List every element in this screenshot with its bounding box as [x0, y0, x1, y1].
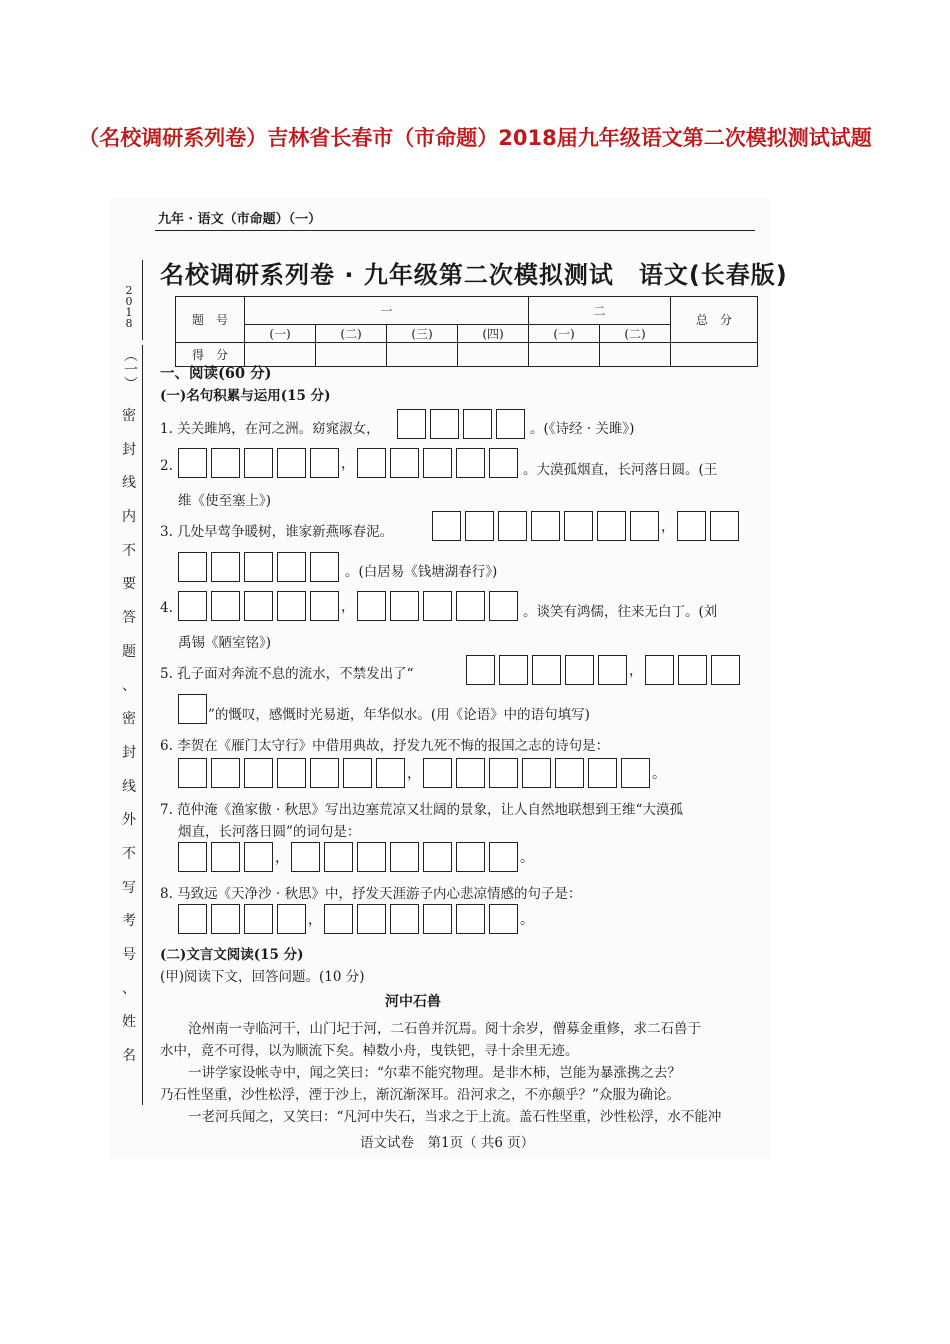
period-mark: 。	[520, 912, 534, 928]
answer-box[interactable]	[211, 448, 240, 478]
q2-text: 。大漠孤烟直，长河落日圆。(王	[523, 462, 718, 478]
side-seal-char: 题	[122, 643, 136, 660]
score-cell[interactable]	[600, 343, 671, 367]
comma-separator: ，	[629, 663, 643, 679]
answer-box[interactable]	[678, 655, 707, 685]
answer-box[interactable]	[423, 758, 452, 788]
answer-box[interactable]	[357, 591, 386, 621]
answer-box[interactable]	[621, 758, 650, 788]
score-cell[interactable]	[529, 343, 600, 367]
answer-box[interactable]	[423, 904, 452, 934]
side-year-digit: 2	[125, 284, 133, 297]
answer-box[interactable]	[456, 842, 485, 872]
side-seal-char: 姓	[122, 1014, 136, 1031]
q5-answer-boxes-line2	[178, 694, 211, 724]
subsection-classical-a: (甲)阅读下文，回答问题。(10 分)	[160, 969, 365, 985]
answer-box[interactable]	[390, 904, 419, 934]
answer-box[interactable]	[466, 655, 495, 685]
q2-number: 2.	[160, 458, 173, 474]
answer-box[interactable]	[244, 552, 273, 582]
score-sub-2: (二)	[316, 325, 387, 343]
main-title: 名校调研系列卷 · 九年级第二次模拟测试 语文(长春版)	[160, 261, 788, 289]
score-part-1: 一	[245, 297, 529, 325]
side-rule-main	[142, 345, 143, 1105]
answer-box[interactable]	[178, 448, 207, 478]
answer-box[interactable]	[178, 904, 207, 934]
score-total-label: 总 分	[671, 297, 758, 343]
answer-box[interactable]	[211, 842, 240, 872]
q3-answer-boxes-line2	[178, 552, 343, 582]
q7-text: 7. 范仲淹《渔家傲 · 秋思》写出边塞荒凉又壮阔的景象，让人自然地联想到王维“大漠孤	[160, 802, 683, 818]
answer-box[interactable]	[390, 591, 419, 621]
answer-box[interactable]	[178, 552, 207, 582]
q3-answer-boxes-line1	[432, 511, 743, 541]
answer-box[interactable]	[423, 448, 452, 478]
answer-box[interactable]	[324, 904, 353, 934]
answer-box[interactable]	[456, 904, 485, 934]
side-seal-char: 不	[122, 542, 136, 559]
side-seal-char: 、	[122, 677, 136, 694]
q8-answer-boxes	[178, 904, 536, 934]
section-reading: 一、阅读(60 分)	[160, 365, 272, 382]
answer-box[interactable]	[498, 511, 527, 541]
q6-text: 6. 李贺在《雁门太守行》中借用典故，抒发九死不悔的报国之志的诗句是：	[160, 738, 610, 754]
side-year	[118, 285, 140, 329]
answer-box[interactable]	[310, 591, 339, 621]
answer-box[interactable]	[310, 758, 339, 788]
answer-box[interactable]	[277, 448, 306, 478]
side-code: （一）	[122, 348, 138, 390]
answer-box[interactable]	[178, 591, 207, 621]
answer-box[interactable]	[711, 655, 740, 685]
answer-box[interactable]	[357, 904, 386, 934]
page-header: 九年 · 语文（市命题）（一）	[158, 212, 322, 227]
score-sub-3: (三)	[387, 325, 458, 343]
comma-separator: ，	[341, 456, 355, 472]
answer-box[interactable]	[531, 511, 560, 541]
answer-box[interactable]	[211, 758, 240, 788]
q1-answer-boxes	[397, 409, 529, 439]
score-part-2: 二	[529, 297, 671, 325]
q3-source: 。(白居易《钱塘湖春行》)	[345, 564, 498, 580]
q2-answer-boxes	[178, 448, 522, 478]
answer-box[interactable]	[244, 842, 273, 872]
comma-separator: ，	[407, 766, 421, 782]
answer-box[interactable]	[532, 655, 561, 685]
answer-box[interactable]	[324, 842, 353, 872]
answer-box[interactable]	[343, 758, 372, 788]
answer-box[interactable]	[244, 591, 273, 621]
answer-box[interactable]	[277, 904, 306, 934]
side-seal-char: 密	[122, 711, 136, 728]
side-seal-char: 内	[122, 509, 136, 526]
side-year-digit: 8	[125, 317, 133, 330]
q5-answer-boxes-line1	[466, 655, 744, 685]
score-cell[interactable]	[458, 343, 529, 367]
q1-source: 。(《诗经 · 关雎》)	[530, 421, 635, 437]
comma-separator: ，	[661, 519, 675, 535]
side-seal-char: 要	[122, 576, 136, 593]
answer-box[interactable]	[598, 655, 627, 685]
answer-box[interactable]	[489, 904, 518, 934]
side-seal-char: 外	[122, 812, 136, 829]
q6-answer-boxes	[178, 758, 668, 788]
score-table	[175, 296, 758, 367]
answer-box[interactable]	[588, 758, 617, 788]
answer-box[interactable]	[277, 552, 306, 582]
page-footer: 语文试卷 第1页（ 共6 页）	[360, 1135, 535, 1151]
side-seal-char: 写	[122, 879, 136, 896]
passage-title: 河中石兽	[385, 994, 441, 1010]
answer-box[interactable]	[211, 552, 240, 582]
answer-box[interactable]	[178, 758, 207, 788]
side-seal-char: 线	[122, 475, 136, 492]
answer-box[interactable]	[244, 448, 273, 478]
score-sub-5: (一)	[529, 325, 600, 343]
answer-box[interactable]	[677, 511, 706, 541]
answer-box[interactable]	[710, 511, 739, 541]
side-seal-text	[118, 400, 140, 1074]
answer-box[interactable]	[277, 758, 306, 788]
score-cell[interactable]	[387, 343, 458, 367]
answer-box[interactable]	[277, 591, 306, 621]
answer-box[interactable]	[423, 842, 452, 872]
answer-box[interactable]	[489, 842, 518, 872]
passage-line-5: 一老河兵闻之，又笑曰：“凡河中失石，当求之于上流。盖石性坚重，沙性松浮，水不能冲	[188, 1109, 722, 1125]
q3-text: 3. 几处早莺争暖树，谁家新燕啄春泥。	[160, 524, 394, 540]
period-mark: 。	[652, 766, 666, 782]
passage-line-1: 沧州南一寺临河干，山门圮于河，二石兽并沉焉。阅十余岁，僧募金重修，求二石兽于	[188, 1021, 701, 1037]
side-seal-char: 封	[122, 744, 136, 761]
score-cell[interactable]	[671, 343, 758, 367]
side-seal-char: 名	[122, 1048, 136, 1065]
score-sub-1: (一)	[245, 325, 316, 343]
answer-box[interactable]	[565, 655, 594, 685]
subsection-quotes: (一)名句积累与运用(15 分)	[160, 388, 331, 404]
answer-box[interactable]	[456, 448, 485, 478]
answer-box[interactable]	[310, 552, 339, 582]
q4-answer-boxes	[178, 591, 522, 621]
period-mark: 。	[520, 850, 534, 866]
answer-box[interactable]	[430, 409, 459, 439]
answer-box[interactable]	[456, 758, 485, 788]
answer-box[interactable]	[178, 842, 207, 872]
answer-box[interactable]	[432, 511, 461, 541]
answer-box[interactable]	[291, 842, 320, 872]
q4-source: 禹锡《陋室铭》)	[178, 635, 272, 651]
score-sub-6: (二)	[600, 325, 671, 343]
answer-box[interactable]	[390, 842, 419, 872]
answer-box[interactable]	[211, 591, 240, 621]
q8-text: 8. 马致远《天净沙 · 秋思》中，抒发天涯游子内心悲凉情感的句子是：	[160, 886, 582, 902]
side-year-digit: 0	[125, 295, 133, 308]
answer-box[interactable]	[499, 655, 528, 685]
answer-box[interactable]	[376, 758, 405, 788]
side-rule-top	[142, 260, 143, 340]
q1-text: 1. 关关雎鸠，在河之洲。窈窕淑女，	[160, 421, 380, 437]
side-seal-char: 线	[122, 778, 136, 795]
answer-box[interactable]	[456, 591, 485, 621]
document-title: （名校调研系列卷）吉林省长春市（市命题）2018届九年级语文第二次模拟测试试题	[78, 126, 872, 150]
answer-box[interactable]	[465, 511, 494, 541]
answer-box[interactable]	[178, 694, 207, 724]
answer-box[interactable]	[211, 904, 240, 934]
side-seal-char: 、	[122, 980, 136, 997]
answer-box[interactable]	[244, 904, 273, 934]
score-sub-4: (四)	[458, 325, 529, 343]
answer-box[interactable]	[357, 842, 386, 872]
passage-line-4: 乃石性坚重，沙性松浮，湮于沙上，渐沉渐深耳。沿河求之，不亦颠乎？”众服为确论。	[160, 1087, 680, 1103]
answer-box[interactable]	[489, 591, 518, 621]
answer-box[interactable]	[397, 409, 426, 439]
q4-text: 。谈笑有鸿儒，往来无白丁。(刘	[523, 604, 718, 620]
answer-box[interactable]	[489, 448, 518, 478]
score-cell[interactable]	[316, 343, 387, 367]
comma-separator: ，	[341, 599, 355, 615]
side-seal-char: 不	[122, 845, 136, 862]
answer-box[interactable]	[423, 591, 452, 621]
answer-box[interactable]	[522, 758, 551, 788]
subsection-classical: (二)文言文阅读(15 分)	[160, 947, 304, 963]
answer-box[interactable]	[489, 758, 518, 788]
q2-source: 维《使至塞上》)	[178, 493, 272, 509]
side-seal-char: 号	[122, 947, 136, 963]
passage-line-3: 一讲学家设帐寺中，闻之笑曰：“尔辈不能究物理。是非木柿，岂能为暴涨携之去？	[188, 1065, 681, 1081]
answer-box[interactable]	[564, 511, 593, 541]
q7-text-cont: 烟直，长河落日圆”的词句是：	[178, 824, 361, 840]
answer-box[interactable]	[555, 758, 584, 788]
comma-separator: ，	[275, 850, 289, 866]
side-seal-char: 考	[122, 913, 136, 930]
q7-answer-boxes	[178, 842, 536, 872]
q4-number: 4.	[160, 600, 173, 616]
side-year-digit: 1	[125, 306, 133, 319]
score-label-number: 题 号	[176, 297, 245, 343]
answer-box[interactable]	[310, 448, 339, 478]
answer-box[interactable]	[597, 511, 626, 541]
answer-box[interactable]	[496, 409, 525, 439]
side-seal-char: 密	[122, 408, 136, 424]
answer-box[interactable]	[463, 409, 492, 439]
q5-tail: ”的慨叹，感慨时光易逝，年华似水。(用《论语》中的语句填写)	[208, 707, 590, 723]
answer-box[interactable]	[357, 448, 386, 478]
answer-box[interactable]	[645, 655, 674, 685]
header-rule	[155, 230, 755, 231]
answer-box[interactable]	[244, 758, 273, 788]
q5-text: 5. 孔子面对奔流不息的流水，不禁发出了“	[160, 666, 414, 682]
side-seal-char: 答	[122, 610, 136, 627]
answer-box[interactable]	[390, 448, 419, 478]
side-seal-char: 封	[122, 441, 136, 458]
passage-line-2: 水中，竟不可得，以为顺流下矣。棹数小舟，曳铁钯，寻十余里无迹。	[160, 1043, 579, 1059]
comma-separator: ，	[308, 912, 322, 928]
score-label-score: 得 分	[176, 343, 245, 367]
answer-box[interactable]	[630, 511, 659, 541]
